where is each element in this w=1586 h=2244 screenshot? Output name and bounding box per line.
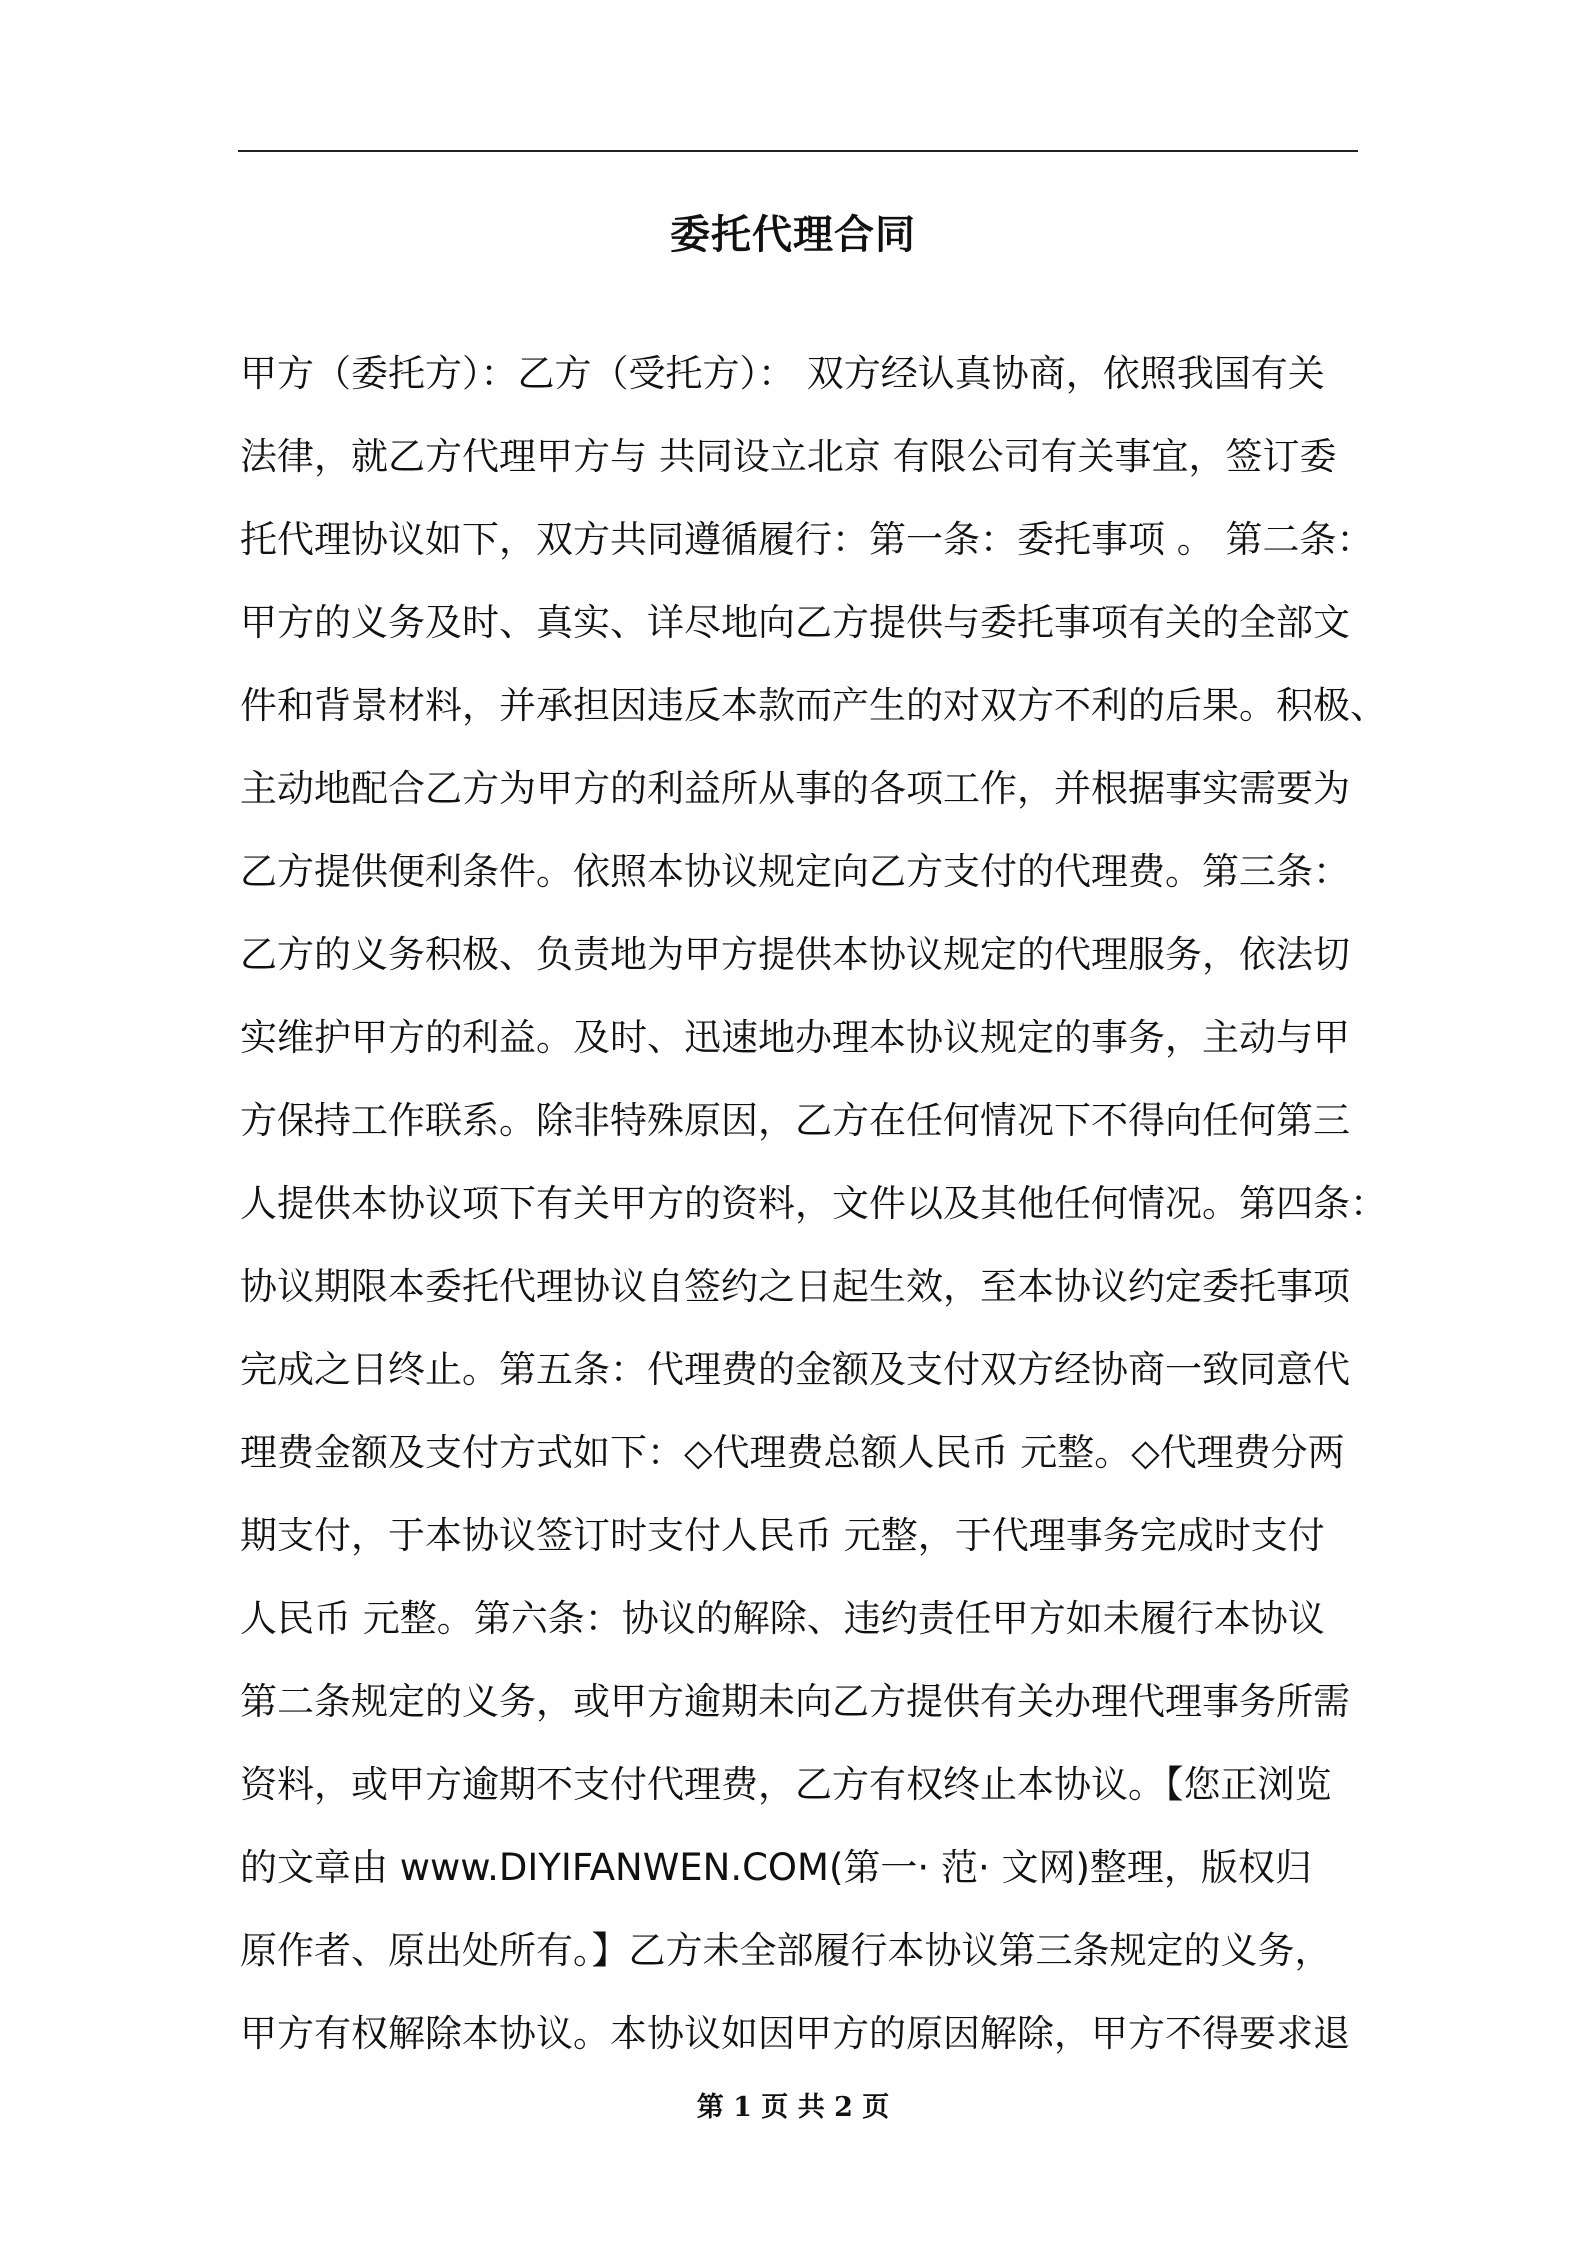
body-line: 甲方的义务及时、真实、详尽地向乙方提供与委托事项有关的全部文	[240, 601, 1350, 644]
body-line: 甲方有权解除本协议。本协议如因甲方的原因解除，甲方不得要求退	[240, 2012, 1350, 2055]
body-line: 人提供本协议项下有关甲方的资料，文件以及其他任何情况。第四条：	[240, 1182, 1387, 1225]
body-line: 乙方的义务积极、负责地为甲方提供本协议规定的代理服务，依法切	[240, 933, 1350, 976]
body-line: 件和背景材料，并承担因违反本款而产生的对双方不利的后果。积极、	[240, 684, 1387, 727]
header-rule	[238, 150, 1358, 152]
body-line: 原作者、原出处所有。】乙方未全部履行本协议第三条规定的义务，	[240, 1929, 1332, 1972]
body-line: 理费金额及支付方式如下：◇代理费总额人民币 元整。◇代理费分两	[240, 1431, 1345, 1474]
body-line: 的文章由 www.DIYIFANWEN.COM(第一· 范· 文网)整理，版权归	[240, 1846, 1312, 1889]
body-line: 乙方提供便利条件。依照本协议规定向乙方支付的代理费。第三条：	[240, 850, 1350, 893]
body-line: 第二条规定的义务，或甲方逾期未向乙方提供有关办理代理事务所需	[240, 1680, 1350, 1723]
body-line: 甲方（委托方）：乙方（受托方）： 双方经认真协商，依照我国有关	[240, 352, 1325, 395]
body-line: 实维护甲方的利益。及时、迅速地办理本协议规定的事务，主动与甲	[240, 1016, 1350, 1059]
body-line: 完成之日终止。第五条：代理费的金额及支付双方经协商一致同意代	[240, 1348, 1350, 1391]
body-line: 人民币 元整。第六条：协议的解除、违约责任甲方如未履行本协议	[240, 1597, 1325, 1640]
body-line: 协议期限本委托代理协议自签约之日起生效，至本协议约定委托事项	[240, 1265, 1350, 1308]
body-line: 方保持工作联系。除非特殊原因，乙方在任何情况下不得向任何第三	[240, 1099, 1350, 1142]
document-title: 委托代理合同	[670, 212, 916, 258]
body-line: 法律，就乙方代理甲方与 共同设立北京 有限公司有关事宜，签订委	[240, 435, 1337, 478]
body-line: 主动地配合乙方为甲方的利益所从事的各项工作，并根据事实需要为	[240, 767, 1350, 810]
page-number-footer: 第 1 页 共 2 页	[696, 2092, 890, 2123]
body-line: 托代理协议如下，双方共同遵循履行：第一条：委托事项 。 第二条：	[240, 518, 1374, 561]
body-line: 期支付，于本协议签订时支付人民币 元整，于代理事务完成时支付	[240, 1514, 1325, 1557]
body-line: 资料，或甲方逾期不支付代理费，乙方有权终止本协议。【您正浏览	[240, 1763, 1332, 1806]
document-body	[240, 332, 1390, 2075]
